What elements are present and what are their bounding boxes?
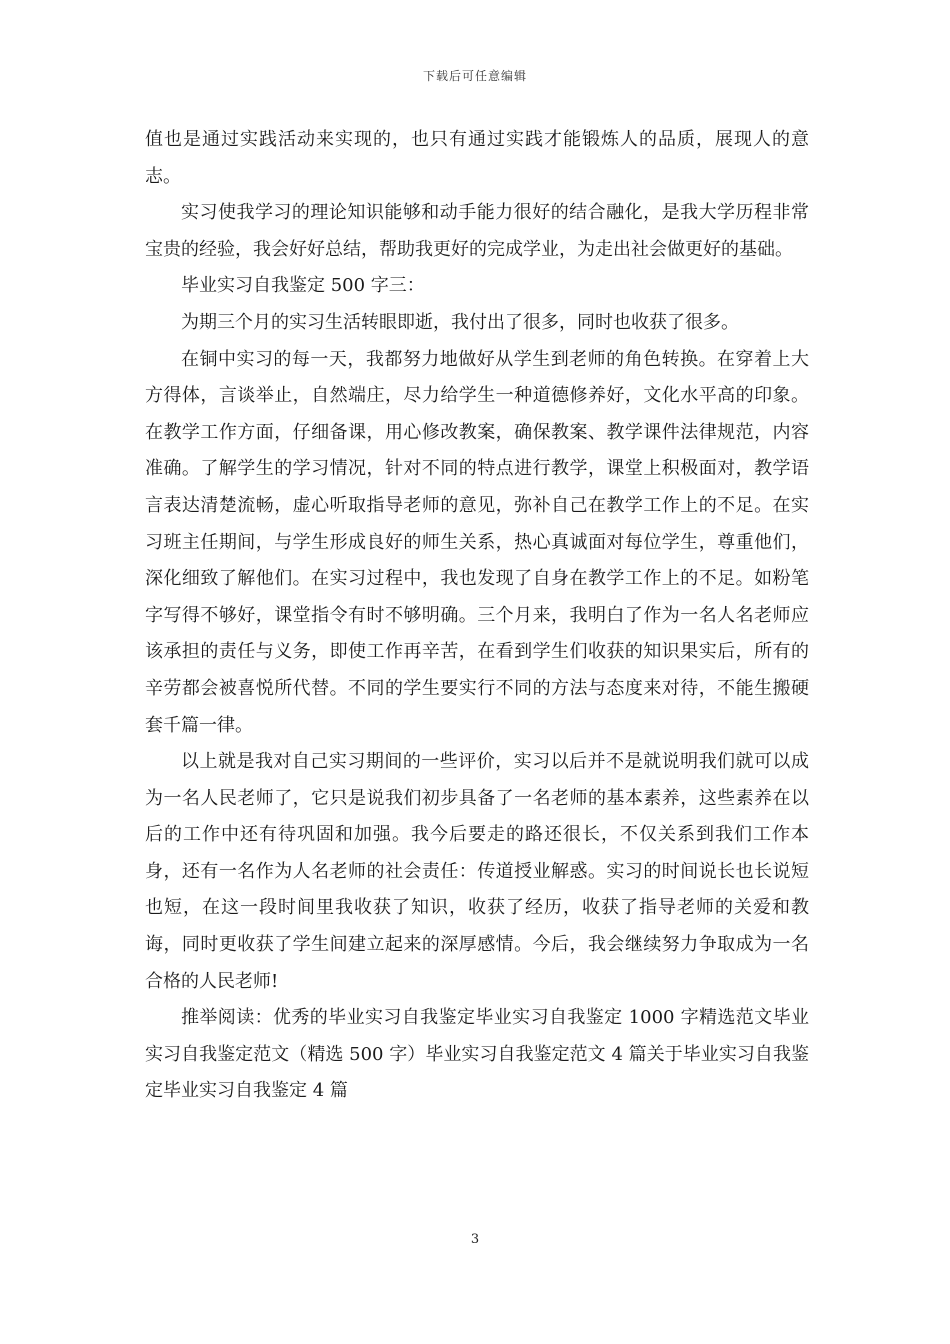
recommended-reading: 推举阅读：优秀的毕业实习自我鉴定毕业实习自我鉴定 1000 字精选范文毕业实习自我鉴定范文（精选 500 字）毕业实习自我鉴定范文 4 篇关于毕业实习自我鉴定毕业实习自我鉴定 4 篇 [145, 1007, 809, 1102]
paragraph-4: 在铜中实习的每一天，我都努力地做好从学生到老师的角色转换。在穿着上大方得体，言谈举止，自然端庄，尽力给学生一种道德修养好，文化水平高的印象。在教学工作方面，仔细备课，用心修改教案，确保教案、教学课件法律规范，内容准确。了解学生的学习情况，针对不同的特点进行教学，课堂上积极面对，教学语言表达清楚流畅，虚心听取指导老师的意见，弥补自己在教学工作上的不足。在实习班主任期间，与学生形成良好的师生关系，热心真诚面对每位学生，尊重他们，深化细致了解他们。在实习过程中，我也发现了自身在教学工作上的不足。如粉笔字写得不够好，课堂指令有时不够明确。三个月来，我明白了作为一名人名老师应该承担的责任与义务，即使工作再辛苦，在看到学生们收获的知识果实后，所有的辛劳都会被喜悦所代替。不同的学生要实行不同的方法与态度来对待，不能生搬硬套千篇一律。 [145, 348, 809, 736]
page-header: 下载后可任意编辑 [422, 69, 527, 83]
paragraph-5: 以上就是我对自己实习期间的一些评价，实习以后并不是就说明我们就可以成为一名人民老师了，它只是说我们初步具备了一名老师的基本素养，这些素养在以后的工作中还有待巩固和加强。我今后要走的路还很长，不仅关系到我们工作本身，还有一名作为人名老师的社会责任：传道授业解惑。实习的时间说长也长说短也短，在这一段时间里我收获了知识，收获了经历，收获了指导老师的关爱和教诲，同时更收获了学生间建立起来的深厚感情。今后，我会继续努力争取成为一名合格的人民老师! [145, 751, 809, 992]
paragraph-2: 实习使我学习的理论知识能够和动手能力很好的结合融化，是我大学历程非常宝贵的经验，我会好好总结，帮助我更好的完成学业，为走出社会做更好的基础。 [145, 202, 809, 260]
section-heading: 毕业实习自我鉴定 500 字三： [181, 275, 425, 297]
document-body [145, 122, 809, 1110]
paragraph-1: 值也是通过实践活动来实现的，也只有通过实践才能锻炼人的品质，展现人的意志。 [145, 129, 809, 187]
page-number: 3 [470, 1232, 480, 1247]
paragraph-3: 为期三个月的实习生活转眼即逝，我付出了很多，同时也收获了很多。 [181, 311, 739, 333]
